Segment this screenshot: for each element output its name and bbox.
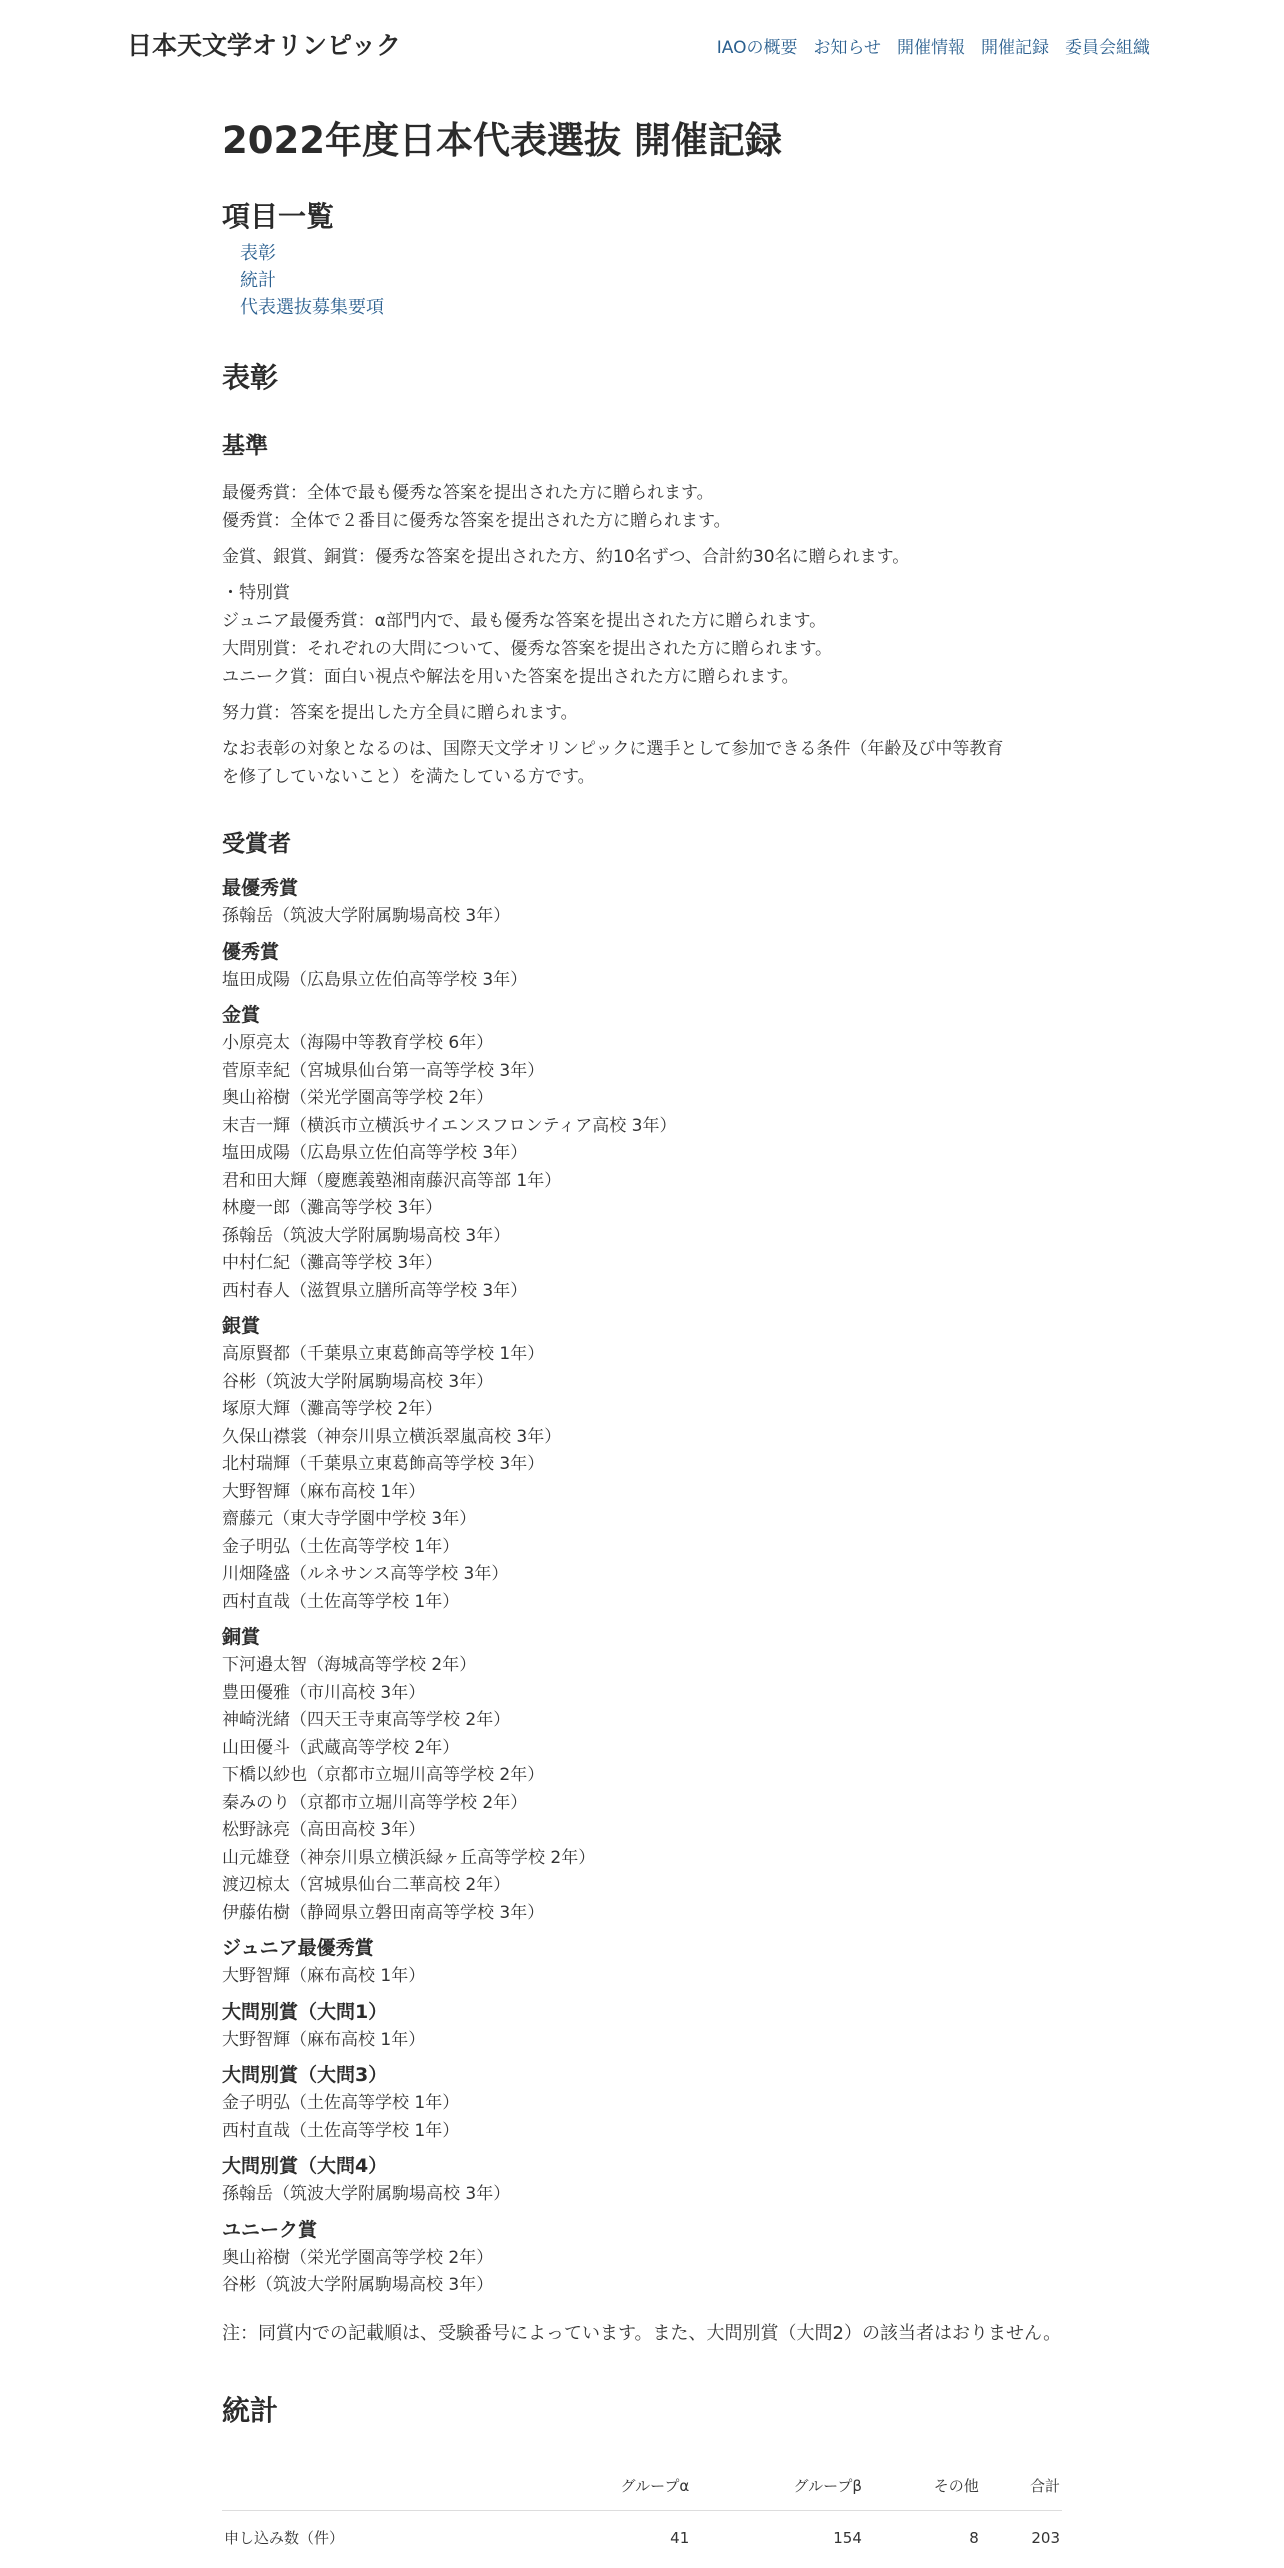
award-winner: 金子明弘（土佐高等学校 1年） [222,1536,460,1557]
award-winner: 大野智輝（麻布高校 1年） [222,1966,426,1986]
award-winner: 豊田優雅（市川高校 3年） [222,1682,426,1703]
site-title[interactable]: 日本天文学オリンピック [127,31,402,60]
award-winner: 大野智輝（麻布高校 1年） [222,2029,426,2050]
award-name: 金賞 [222,1004,261,1026]
stats-cell: 154 [691,2510,864,2565]
award-winner: 山田優斗（武蔵高等学校 2年） [222,1737,460,1758]
award-winner: 孫翰岳（筑波大学附属駒場高校 3年） [222,1225,511,1246]
criteria-paragraph [222,699,1062,727]
toc-link-stats[interactable]: 統計 [240,270,276,291]
award-winner: 塩田成陽（広島県立佐伯高等学校 3年） [222,969,528,990]
stats-header-cell: 合計 [1029,2477,1060,2495]
awards-note: 注：同賞内での記載順は、受験番号によっています。また、大問別賞（大問2）の該当者はおりません。 [222,2322,1062,2344]
award-name: 優秀賞 [222,940,280,963]
main-nav [717,33,1150,58]
awards-list [222,873,1062,2300]
award-winner: 神崎洸緒（四天王寺東高等学校 2年） [222,1710,511,1730]
award-name: 銀賞 [222,1315,261,1337]
award-winner: 西村春人（滋賀県立膳所高等学校 3年） [222,1280,528,1301]
nav-iao-overview[interactable]: IAOの概要 [716,38,798,58]
award-block [222,937,1062,995]
stats-cell: 申し込み数（件） [222,2510,518,2565]
award-block [222,1997,1062,2055]
stats-cell: 8 [864,2510,981,2565]
awards-heading: 表彰 [222,361,279,394]
award-block [222,1000,1062,1305]
award-winner: 谷彬（筑波大学附属駒場高校 3年） [222,1371,494,1392]
award-block [222,2151,1062,2209]
award-winner: 下河邉太智（海城高等学校 2年） [222,1655,477,1675]
criteria-paragraph [222,579,1062,691]
award-name: 大問別賞（大問4） [222,2155,388,2177]
award-winner: 金子明弘（土佐高等学校 1年） [222,2093,460,2113]
award-winner: 久保山襟裳（神奈川県立横浜翠嵐高校 3年） [222,1426,562,1447]
toc-link-awards[interactable]: 表彰 [240,243,276,264]
criteria-line: 努力賞：答案を提出した方全員に贈られます。 [222,703,578,723]
award-winner: 塩田成陽（広島県立佐伯高等学校 3年） [222,1143,528,1163]
award-winner: 渡辺椋太（宮城県仙台二華高校 2年） [222,1875,511,1895]
award-winner: 大野智輝（麻布高校 1年） [222,1481,426,1502]
stats-heading: 統計 [222,2393,279,2427]
table-row [222,2510,1062,2565]
nav-event-info[interactable]: 開催情報 [897,38,965,58]
criteria-line: を修了していないこと）を満たしている方です。 [222,767,595,787]
stats-cell: 41 [518,2510,691,2565]
award-winner: 高原賢都（千葉県立東葛飾高等学校 1年） [222,1344,545,1364]
criteria-line: 最優秀賞：全体で最も優秀な答案を提出された方に贈られます。 [222,483,714,503]
award-name: 大問別賞（大問3） [222,2064,388,2086]
award-winner: 齋藤元（東大寺学園中学校 3年） [222,1509,477,1529]
award-winner: 西村直哉（土佐高等学校 1年） [222,1591,460,1612]
criteria-paragraph [222,735,1062,791]
stats-cell: 203 [981,2510,1062,2565]
award-block [222,1933,1062,1991]
award-winner: 西村直哉（土佐高等学校 1年） [222,2120,460,2141]
award-block [222,1622,1062,1927]
winners-heading: 受賞者 [222,831,291,857]
award-block [222,873,1062,931]
toc-link-guidelines[interactable]: 代表選抜募集要項 [240,297,384,318]
award-name: 最優秀賞 [222,877,299,899]
toc-title: 項目一覧 [222,200,335,233]
award-name: 銅賞 [222,1626,261,1648]
award-winner: 君和田大輝（慶應義塾湘南藤沢高等部 1年） [222,1170,562,1191]
nav-committee[interactable]: 委員会組織 [1065,38,1150,58]
award-winner: 松野詠亮（高田高校 3年） [222,1820,426,1840]
main-content [222,108,1062,2565]
stats-header-cell: グループα [620,2477,690,2495]
toc-list [240,240,1062,321]
nav-records[interactable]: 開催記録 [981,38,1049,58]
award-winner: 末吉一輝（横浜市立横浜サイエンスフロンティア高校 3年） [222,1115,677,1136]
criteria-line: ユニーク賞：面白い視点や解法を用いた答案を提出された方に贈られます。 [222,667,799,687]
award-winner: 孫翰岳（筑波大学附属駒場高校 3年） [222,2184,511,2204]
criteria-line: 優秀賞：全体で２番目に優秀な答案を提出された方に贈られます。 [222,511,731,531]
criteria-paragraph [222,479,1062,535]
award-winner: 奥山裕樹（栄光学園高等学校 2年） [222,2247,494,2268]
award-winner: 伊藤佑樹（静岡県立磐田南高等学校 3年） [222,1902,545,1923]
award-winner: 奥山裕樹（栄光学園高等学校 2年） [222,1088,494,1108]
criteria-paragraph [222,543,1062,571]
stats-header-cell: その他 [933,2477,979,2495]
award-winner: 塚原大輝（灘高等学校 2年） [222,1399,443,1419]
award-winner: 秦みのり（京都市立堀川高等学校 2年） [222,1792,528,1813]
award-winner: 小原亮太（海陽中等教育学校 6年） [222,1033,494,1053]
stats-header-cell: グループβ [793,2477,862,2495]
award-winner: 菅原幸紀（宮城県仙台第一高等学校 3年） [222,1060,545,1081]
criteria-text [222,479,1062,791]
criteria-line: ジュニア最優秀賞：α部門内で、最も優秀な答案を提出された方に贈られます。 [222,611,827,631]
award-name: 大問別賞（大問1） [222,2000,388,2023]
criteria-line: ・特別賞 [222,583,290,603]
page-title: 2022年度日本代表選抜 開催記録 [222,119,782,162]
award-block [222,2215,1062,2300]
nav-news[interactable]: お知らせ [813,38,881,58]
criteria-line: 大問別賞：それぞれの大問について、優秀な答案を提出された方に贈られます。 [222,639,832,659]
criteria-line: 金賞、銀賞、銅賞：優秀な答案を提出された方、約10名ずつ、合計約30名に贈られます。 [222,547,910,567]
award-block [222,1311,1062,1616]
award-winner: 中村仁紀（灘高等学校 3年） [222,1253,443,1273]
award-winner: 北村瑞輝（千葉県立東葛飾高等学校 3年） [222,1454,545,1474]
award-winner: 林慶一郎（灘高等学校 3年） [222,1198,443,1218]
award-winner: 谷彬（筑波大学附属駒場高校 3年） [222,2275,494,2295]
stats-table [222,2462,1062,2565]
award-block [222,2060,1062,2145]
award-name: ユニーク賞 [222,2218,318,2241]
criteria-line: なお表彰の対象となるのは、国際天文学オリンピックに選手として参加できる条件（年齢及び中等教育 [222,739,1004,759]
award-winner: 山元雄登（神奈川県立横浜緑ヶ丘高等学校 2年） [222,1847,596,1868]
award-name: ジュニア最優秀賞 [222,1937,374,1959]
award-winner: 川畑隆盛（ルネサンス高等学校 3年） [222,1564,509,1584]
stats-header-cell [222,2462,518,2511]
award-winner: 下橋以紗也（京都市立堀川高等学校 2年） [222,1765,545,1785]
criteria-heading: 基準 [222,433,268,459]
award-winner: 孫翰岳（筑波大学附属駒場高校 3年） [222,906,511,926]
